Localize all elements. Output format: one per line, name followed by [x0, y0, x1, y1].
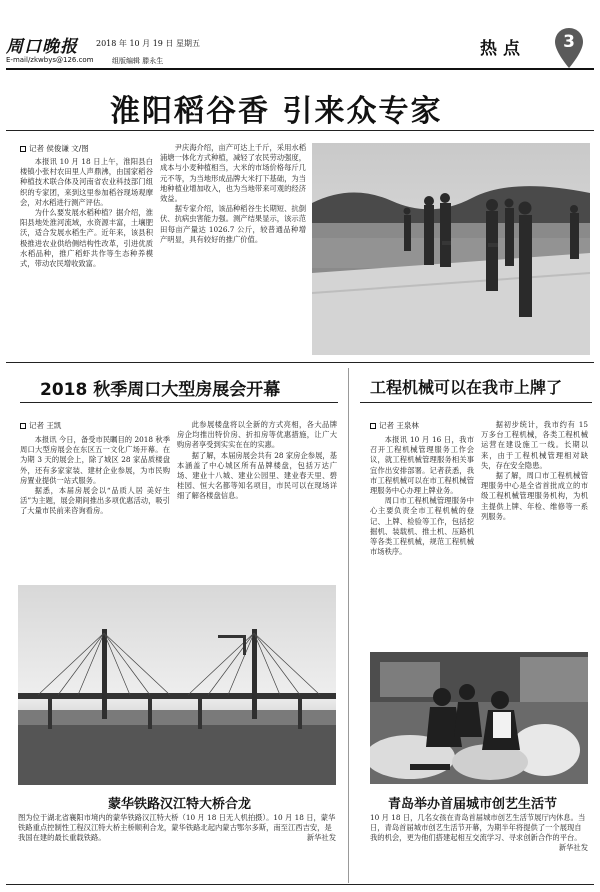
- article3-headline: 工程机械可以在我市上牌了: [370, 378, 563, 397]
- article1-paragraph: 据专家介绍，该品种稻谷生长期短、抗倒伏、抗病虫害能力强。测产结果显示，该示范田每亩产量达 1026.7 公斤，较普通品种增产明显，具有较好的推广价值。: [160, 204, 306, 244]
- article1-headline: 淮阳稻谷香 引来众专家: [110, 94, 443, 129]
- article2-paragraph: 本报讯 今日，备受市民瞩目的 2018 秋季周口大型房展会在东区五一文化广场开幕。在为期 3 天的展会上，除了城区 28 家品质楼盘外，还有多家家装、建材企业参展，为市民购房置业提供一站式服务。: [20, 435, 170, 485]
- byline-marker-icon: [370, 423, 376, 429]
- masthead: 周口晚报: [6, 37, 78, 57]
- article1-column-2: [160, 143, 306, 360]
- article3-paragraph: 据了解，周口市工程机械管理服务中心是全省首批成立的市级工程机械管理服务机构，为机主提供上牌、年检、维修等一系列服务。: [481, 471, 588, 521]
- byline-marker-icon: [20, 146, 26, 152]
- section-title: 热点: [480, 39, 526, 59]
- bridge-photo: [18, 585, 336, 785]
- article1-byline-text: 记者 侯俊谦 文/图: [29, 144, 89, 153]
- article1-column-1: [20, 157, 153, 360]
- divider: [6, 130, 594, 131]
- divider: [360, 402, 592, 403]
- article3-column-2: [481, 420, 588, 643]
- page-number: 3: [563, 32, 575, 52]
- divider: [20, 402, 338, 403]
- photo1-caption: [18, 813, 336, 843]
- article3-paragraph: 周口市工程机械管理服务中心主要负责全市工程机械的登记、上牌、检验等工作，包括挖掘机、装载机、推土机、压路机等各类工程机械，规范工程机械市场秩序。: [370, 496, 474, 557]
- column-divider: [348, 368, 349, 883]
- article2-paragraph: 据悉，本届房展会以“品质人居 美好生活”为主题，展会期间推出多项优惠活动，吸引了大量市民前来咨询看房。: [20, 486, 170, 516]
- article2-paragraph: 此参展楼盘将以全新的方式亮相，各大品牌房企均推出特价房、折扣房等优惠措施，让广大购房者享受到实实在在的实惠。: [177, 420, 337, 450]
- article2-column-1: [20, 435, 170, 565]
- article2-column-2: [177, 420, 337, 565]
- rice-field-photo: [312, 143, 590, 355]
- photo1-caption-text: 图为位于湖北省襄阳市境内的蒙华铁路汉江特大桥（10 月 18 日无人机拍摄）。10 月 18 日，蒙华铁路重点控制性工程汉江特大桥主桥顺利合龙，蒙华铁路北起内蒙古鄂尔多斯，南至江西吉安，是我国在建的最长重载铁路。: [18, 813, 336, 842]
- article1-paragraph: 为什么要发展水稻种植？据介绍，淮阳县地处淮河流域，水资源丰富，土壤肥沃，适合发展水稻生产。近年来，该县积极推进农业供给侧结构性改革，引进优质水稻品种，推广稻虾共作等生态种养模式，带动农民增收致富。: [20, 208, 153, 269]
- contact-email: E-mail/zkwbys@126.com: [6, 56, 94, 64]
- article2-byline: [20, 420, 61, 431]
- photo2-credit: 新华社发: [558, 843, 588, 852]
- photo2-caption: [370, 813, 588, 853]
- photo1-title: 蒙华铁路汉江特大桥合龙: [108, 797, 252, 812]
- article3-paragraph: 本报讯 10 月 16 日，我市召开工程机械管理服务工作会议，就工程机械管理服务相关事宜作出安排部署。记者获悉，我市工程机械可以在市工程机械管理服务中心办理上牌业务。: [370, 435, 474, 496]
- page-number-badge: [555, 28, 583, 68]
- header-divider: [6, 68, 594, 70]
- article2-paragraph: 据了解，本届房展会共有 28 家房企参展，基本涵盖了中心城区所有品牌楼盘，包括万达广场、建业十八城、建业公园里、建业春天里、碧桂园、恒大名都等知名项目，市民可以在现场详细了解各楼盘信息。: [177, 450, 337, 501]
- layout-editor: 组版编辑 滕永生: [112, 57, 164, 65]
- article3-byline-text: 记者 王泉林: [379, 421, 419, 430]
- article3-paragraph: 据初步统计，我市约有 15 万多台工程机械，各类工程机械运营在建设施工一线。长期以来，由于工程机械管理相对缺失，存在安全隐患。: [481, 420, 588, 470]
- footer-divider: [6, 884, 594, 885]
- issue-date: 2018 年 10 月 19 日 星期五: [96, 39, 200, 48]
- page-header: [0, 0, 600, 70]
- article3-byline: [370, 420, 419, 431]
- photo1-credit: 新华社发: [306, 833, 336, 842]
- article2-headline: 2018 秋季周口大型房展会开幕: [40, 380, 281, 400]
- article2-byline-text: 记者 王凯: [29, 421, 62, 430]
- article1-paragraph: 本报讯 10 月 18 日上午，淮阳县白楼镇小张村农田里人声鼎沸，由国家稻谷种植技术联合体及河南省农业科技部门组织的专家团，来到这里参加稻谷现场观摩会，对水稻进行测产评估。: [20, 157, 153, 207]
- photo2-caption-text: 10 月 18 日，几名女孩在青岛首届城市创艺生活节展厅内休息。当日，青岛首届城市创艺生活节开幕，为期半年将提供了一个展现自我的机会，更为他们搭建起相互交流学习、寻求创新合作的平台。: [370, 813, 586, 842]
- divider: [6, 362, 594, 363]
- festival-photo: [370, 652, 588, 784]
- byline-marker-icon: [20, 423, 26, 429]
- photo2-title: 青岛举办首届城市创艺生活节: [388, 797, 558, 812]
- article3-column-1: [370, 435, 474, 643]
- article1-byline: [20, 143, 89, 154]
- article1-paragraph: 尹庆海介绍，亩产可达上千斤，采用水稻浦塘一体化方式种植，减轻了农民劳动强度，成本与小麦种植相当，大米的市场价格每斤几元不等，为当地形成品牌大米打下基础，为当地种植业增加收入，也为当地带来可观的经济效益。: [160, 143, 306, 204]
